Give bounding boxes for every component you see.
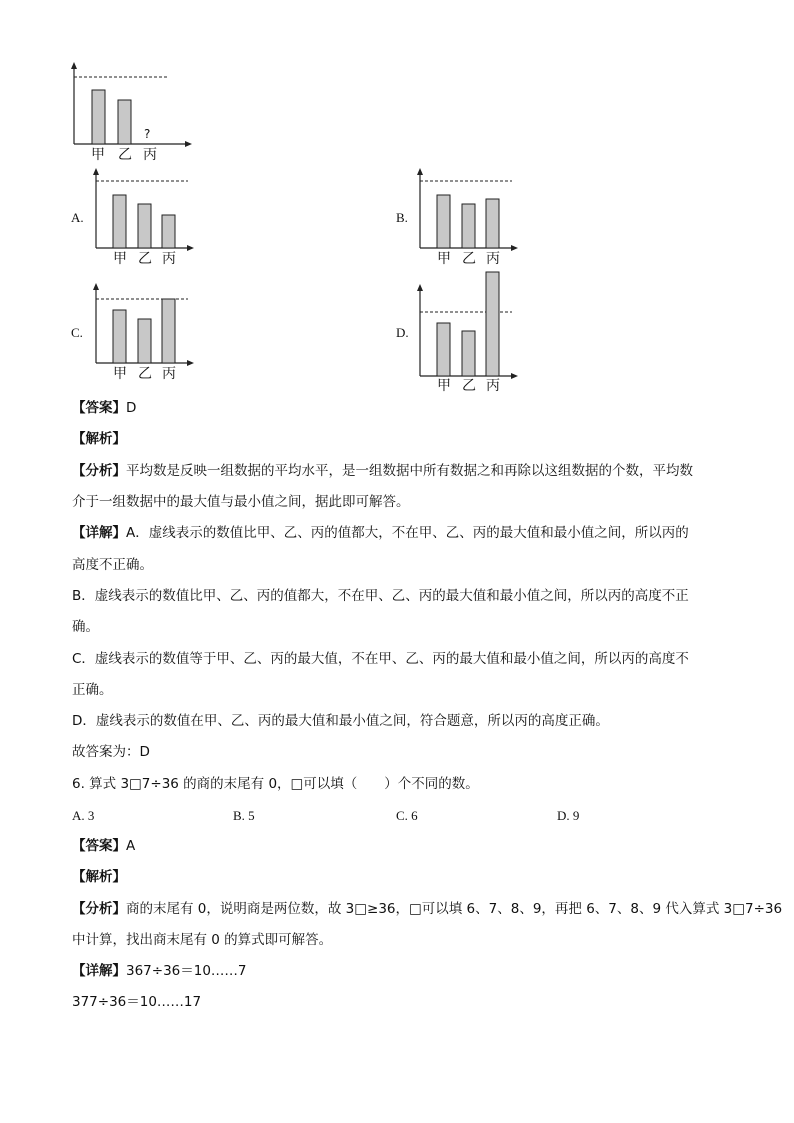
xiangjie-tag: 【详解】 bbox=[72, 963, 126, 979]
fenxi-tag: 【分析】 bbox=[72, 463, 126, 479]
q5-detail-c-line-1: C．虚线表示的数值等于甲、乙、丙的最大值，不在甲、乙、丙的最大值和最小值之间，所以丙的高度不 bbox=[72, 651, 689, 667]
q5-answer bbox=[72, 399, 136, 417]
category-label-jia: 甲 bbox=[91, 147, 105, 163]
fenxi-text: 平均数是反映一组数据的平均水平，是一组数据中所有数据之和再除以这组数据的个数，平均数 bbox=[126, 463, 693, 479]
detail-a-text: A．虚线表示的数值比甲、乙、丙的值都大，不在甲、乙、丙的最大值和最小值之间，所以丙的 bbox=[126, 525, 689, 541]
answer-value: A bbox=[126, 838, 136, 854]
bar-jia bbox=[113, 310, 126, 363]
x-axis-arrow bbox=[187, 360, 194, 366]
q6-fenxi-line-2: 中计算，找出商末尾有 0 的算式即可解答。 bbox=[72, 932, 333, 948]
q6-choice-b: B. 5 bbox=[233, 808, 255, 823]
x-axis-arrow bbox=[511, 373, 518, 379]
question-bar-figure bbox=[60, 62, 200, 166]
option-c-label: C. bbox=[71, 325, 83, 340]
category-label-bing: 丙 bbox=[162, 366, 176, 382]
q6-fenxi-line-1 bbox=[72, 900, 782, 918]
answer-tag: 【答案】 bbox=[72, 838, 126, 854]
bar-bing bbox=[486, 272, 499, 376]
bar-yi bbox=[118, 100, 131, 144]
option-c-chart bbox=[82, 283, 202, 383]
bar-yi bbox=[462, 204, 475, 248]
q5-detail-d-line: D．虚线表示的数值在甲、乙、丙的最大值和最小值之间，符合题意，所以丙的高度正确。 bbox=[72, 713, 609, 729]
q6-choice-d: D. 9 bbox=[557, 808, 580, 823]
option-d-figure bbox=[406, 268, 532, 392]
q5-conclusion: 故答案为：D bbox=[72, 744, 150, 760]
q5-analysis-heading: 【解析】 bbox=[72, 431, 126, 447]
option-b-label: B. bbox=[396, 210, 408, 225]
bar-bing bbox=[486, 199, 499, 248]
category-label-yi: 乙 bbox=[118, 147, 132, 163]
fenxi-tag: 【分析】 bbox=[72, 901, 126, 917]
category-label-jia: 甲 bbox=[113, 251, 127, 267]
category-label-bing: 丙 bbox=[486, 378, 500, 394]
q5-detail-a-line-1 bbox=[72, 524, 689, 542]
option-b-figure bbox=[406, 168, 526, 268]
category-label-jia: 甲 bbox=[113, 366, 127, 382]
category-label-yi: 乙 bbox=[138, 251, 152, 267]
category-label-yi: 乙 bbox=[462, 251, 476, 267]
option-c-figure bbox=[82, 283, 202, 383]
q5-detail-b-line-1: B．虚线表示的数值比甲、乙、丙的值都大，不在甲、乙、丙的最大值和最小值之间，所以丙的高度不正 bbox=[72, 588, 689, 604]
q5-detail-b-line-2: 确。 bbox=[72, 619, 99, 635]
fenxi-text: 商的末尾有 0，说明商是两位数，故 3□≥36，□可以填 6、7、8、9，再把 6、7、8、9 代入算式 3□7÷36 bbox=[126, 901, 783, 917]
category-label-jia: 甲 bbox=[437, 378, 451, 394]
category-label-bing: 丙 bbox=[486, 251, 500, 267]
bar-bing bbox=[162, 299, 175, 363]
category-label-yi: 乙 bbox=[138, 366, 152, 382]
q5-fenxi-line-2: 介于一组数据中的最大值与最小值之间，据此即可解答。 bbox=[72, 494, 410, 510]
y-axis-arrow bbox=[71, 62, 77, 69]
bar-yi bbox=[138, 204, 151, 248]
bar-bing bbox=[162, 215, 175, 248]
y-axis-arrow bbox=[417, 284, 423, 291]
q6-choice-a: A. 3 bbox=[72, 808, 95, 823]
q6-analysis-heading: 【解析】 bbox=[72, 869, 126, 885]
question-bar-chart bbox=[60, 62, 200, 166]
x-axis-arrow bbox=[185, 141, 192, 147]
bar-yi bbox=[138, 319, 151, 363]
q6-detail-line-1 bbox=[72, 962, 247, 980]
xiangjie-tag: 【详解】 bbox=[72, 525, 126, 541]
bar-jia bbox=[437, 323, 450, 376]
y-axis-arrow bbox=[93, 168, 99, 175]
q6-choice-c: C. 6 bbox=[396, 808, 418, 823]
x-axis-arrow bbox=[187, 245, 194, 251]
y-axis-arrow bbox=[93, 283, 99, 290]
q6-question: 6. 算式 3□7÷36 的商的末尾有 0，□可以填（ ）个不同的数。 bbox=[72, 776, 479, 792]
bar-yi bbox=[462, 331, 475, 376]
q5-detail-a-line-2: 高度不正确。 bbox=[72, 557, 153, 573]
x-axis-arrow bbox=[511, 245, 518, 251]
q6-answer bbox=[72, 837, 135, 855]
option-b-chart bbox=[406, 168, 526, 268]
category-label-jia: 甲 bbox=[437, 251, 451, 267]
q5-fenxi-line-1 bbox=[72, 462, 693, 480]
option-d-chart bbox=[406, 268, 532, 392]
bar-jia bbox=[113, 195, 126, 248]
option-a-chart bbox=[82, 168, 202, 268]
answer-value: D bbox=[126, 400, 137, 416]
calc-1: 367÷36＝10……7 bbox=[126, 963, 247, 979]
option-d-label: D. bbox=[396, 325, 409, 340]
option-a-label: A. bbox=[71, 210, 84, 225]
y-axis-arrow bbox=[417, 168, 423, 175]
unknown-bar-mark: ? bbox=[144, 127, 151, 141]
category-label-bing: 丙 bbox=[143, 147, 157, 163]
bar-jia bbox=[437, 195, 450, 248]
category-label-bing: 丙 bbox=[162, 251, 176, 267]
q6-detail-line-2: 377÷36＝10……17 bbox=[72, 994, 202, 1010]
category-label-yi: 乙 bbox=[462, 378, 476, 394]
bar-jia bbox=[92, 90, 105, 144]
option-a-figure bbox=[82, 168, 202, 268]
q5-detail-c-line-2: 正确。 bbox=[72, 682, 113, 698]
answer-tag: 【答案】 bbox=[72, 400, 126, 416]
